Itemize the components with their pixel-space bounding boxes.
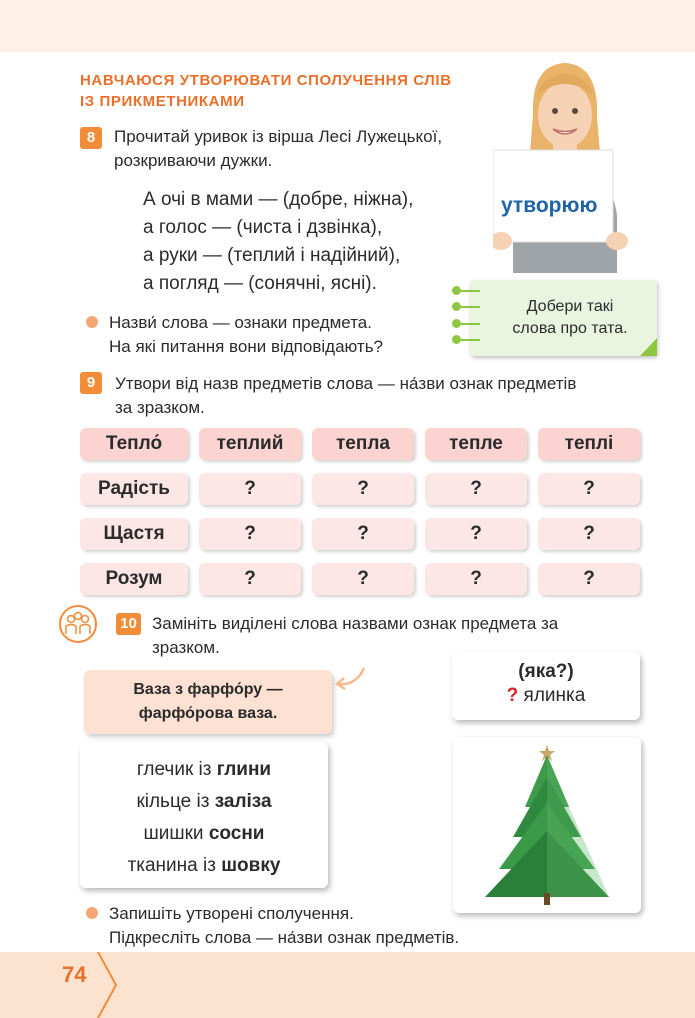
bullet-icon (86, 316, 98, 328)
footer-chevron-icon (96, 952, 120, 1018)
task8-line2: розкриваючи дужки. (114, 151, 273, 170)
girl-with-sign-illustration (493, 55, 635, 273)
word-cell: Тепло́ (80, 428, 188, 460)
question-mark: ? (506, 685, 519, 706)
task8-instruction (114, 125, 442, 173)
task8-number-badge: 8 (80, 127, 102, 149)
form-cell: ? (312, 473, 414, 505)
christmas-tree-illustration (453, 737, 641, 913)
form-cell: ? (199, 518, 301, 550)
phrase-plain: шишки (143, 823, 209, 844)
curved-arrow-icon (334, 664, 368, 694)
sample-card (84, 670, 332, 734)
form-cell: ? (538, 563, 640, 595)
question-card (452, 652, 640, 720)
task10-number-badge: 10 (116, 613, 141, 635)
section-title (80, 70, 500, 112)
word-cell: Розум (80, 563, 188, 595)
phrase-highlight: глини (216, 759, 272, 780)
form-cell: ? (312, 518, 414, 550)
sample-line2: фарфо́рова ваза. (138, 705, 278, 722)
bullet-icon (86, 907, 98, 919)
form-cell: ? (425, 518, 527, 550)
form-cell: ? (538, 473, 640, 505)
phrase-highlight: сосни (208, 823, 265, 844)
phrase-plain: глечик із (136, 759, 217, 780)
girl-sign-text: утворюю (501, 194, 598, 217)
poem-line: А очі в мами — (добре, ніжна), (143, 189, 414, 210)
sample-line1: Ваза з фарфо́ру — (133, 681, 283, 698)
phrase-plain: тканина із (127, 855, 222, 876)
form-cell: ? (425, 563, 527, 595)
poem-line: а погляд — (сонячні, ясні). (143, 273, 377, 294)
task8-question (109, 311, 383, 359)
section-title-line1: НАВЧАЮСЯ УТВОРЮВАТИ СПОЛУЧЕННЯ СЛІВ (80, 72, 452, 89)
tree-picture-card (453, 737, 641, 913)
poem (143, 186, 413, 298)
form-cell: ? (538, 518, 640, 550)
poem-line: а руки — (теплий і надійний), (143, 245, 401, 266)
tip-connector (460, 306, 480, 308)
task10-write-instruction (109, 902, 459, 950)
question-line (452, 685, 640, 707)
task9-line1: Утвори від назв предметів слова — на́зви ознак предметів (115, 374, 577, 393)
poem-line: а голос — (чиста і дзвінка), (143, 217, 383, 238)
form-cell: ? (425, 473, 527, 505)
phrase-item (80, 754, 328, 786)
tip-connector (460, 290, 480, 292)
top-band (0, 0, 695, 52)
word-cell: Щастя (80, 518, 188, 550)
tip-card (470, 280, 657, 356)
write-line1: Запишіть утворені сполучення. (109, 904, 354, 923)
task9-line2: за зразком. (115, 398, 205, 417)
task10-line1: Замініть виділені слова назвами ознак предмета за (152, 614, 559, 633)
phrase-plain: кільце із (136, 791, 215, 812)
tip-line1: Добери такі (526, 298, 614, 315)
page-fold-icon (640, 338, 657, 356)
page-number: 74 (62, 962, 87, 987)
group-work-icon (58, 604, 98, 644)
phrase-highlight: шовку (221, 855, 281, 876)
section-title-line2: ІЗ ПРИКМЕТНИКАМИ (80, 93, 245, 110)
form-cell: тепла (312, 428, 414, 460)
task8-question-line1: Назви́ слова — ознаки предмета. (109, 313, 372, 332)
phrase-list-card (80, 742, 328, 888)
form-cell: ? (199, 563, 301, 595)
phrase-item (80, 786, 328, 818)
form-cell: тепле (425, 428, 527, 460)
question-word: ялинка (523, 685, 586, 706)
phrase-item (80, 818, 328, 850)
form-cell: теплі (538, 428, 640, 460)
form-cell: ? (199, 473, 301, 505)
write-line2: Підкресліть слова — на́зви ознак предметів. (109, 928, 460, 947)
task8-line1: Прочитай уривок із вірша Лесі Лужецької, (114, 127, 443, 146)
tip-connector (460, 339, 480, 341)
phrase-highlight: заліза (214, 791, 272, 812)
phrase-item (80, 850, 328, 882)
girl-illustration (493, 55, 635, 273)
word-cell: Радість (80, 473, 188, 505)
task10-line2: зразком. (152, 638, 220, 657)
form-cell: ? (312, 563, 414, 595)
task9-number-badge: 9 (80, 372, 102, 394)
question-title: (яка?) (518, 661, 574, 682)
task8-question-line2: На які питання вони відповідають? (109, 337, 384, 356)
task9-instruction (115, 372, 576, 420)
tip-line2: слова про тата. (512, 320, 628, 337)
form-cell: теплий (199, 428, 301, 460)
tip-connector (460, 323, 480, 325)
